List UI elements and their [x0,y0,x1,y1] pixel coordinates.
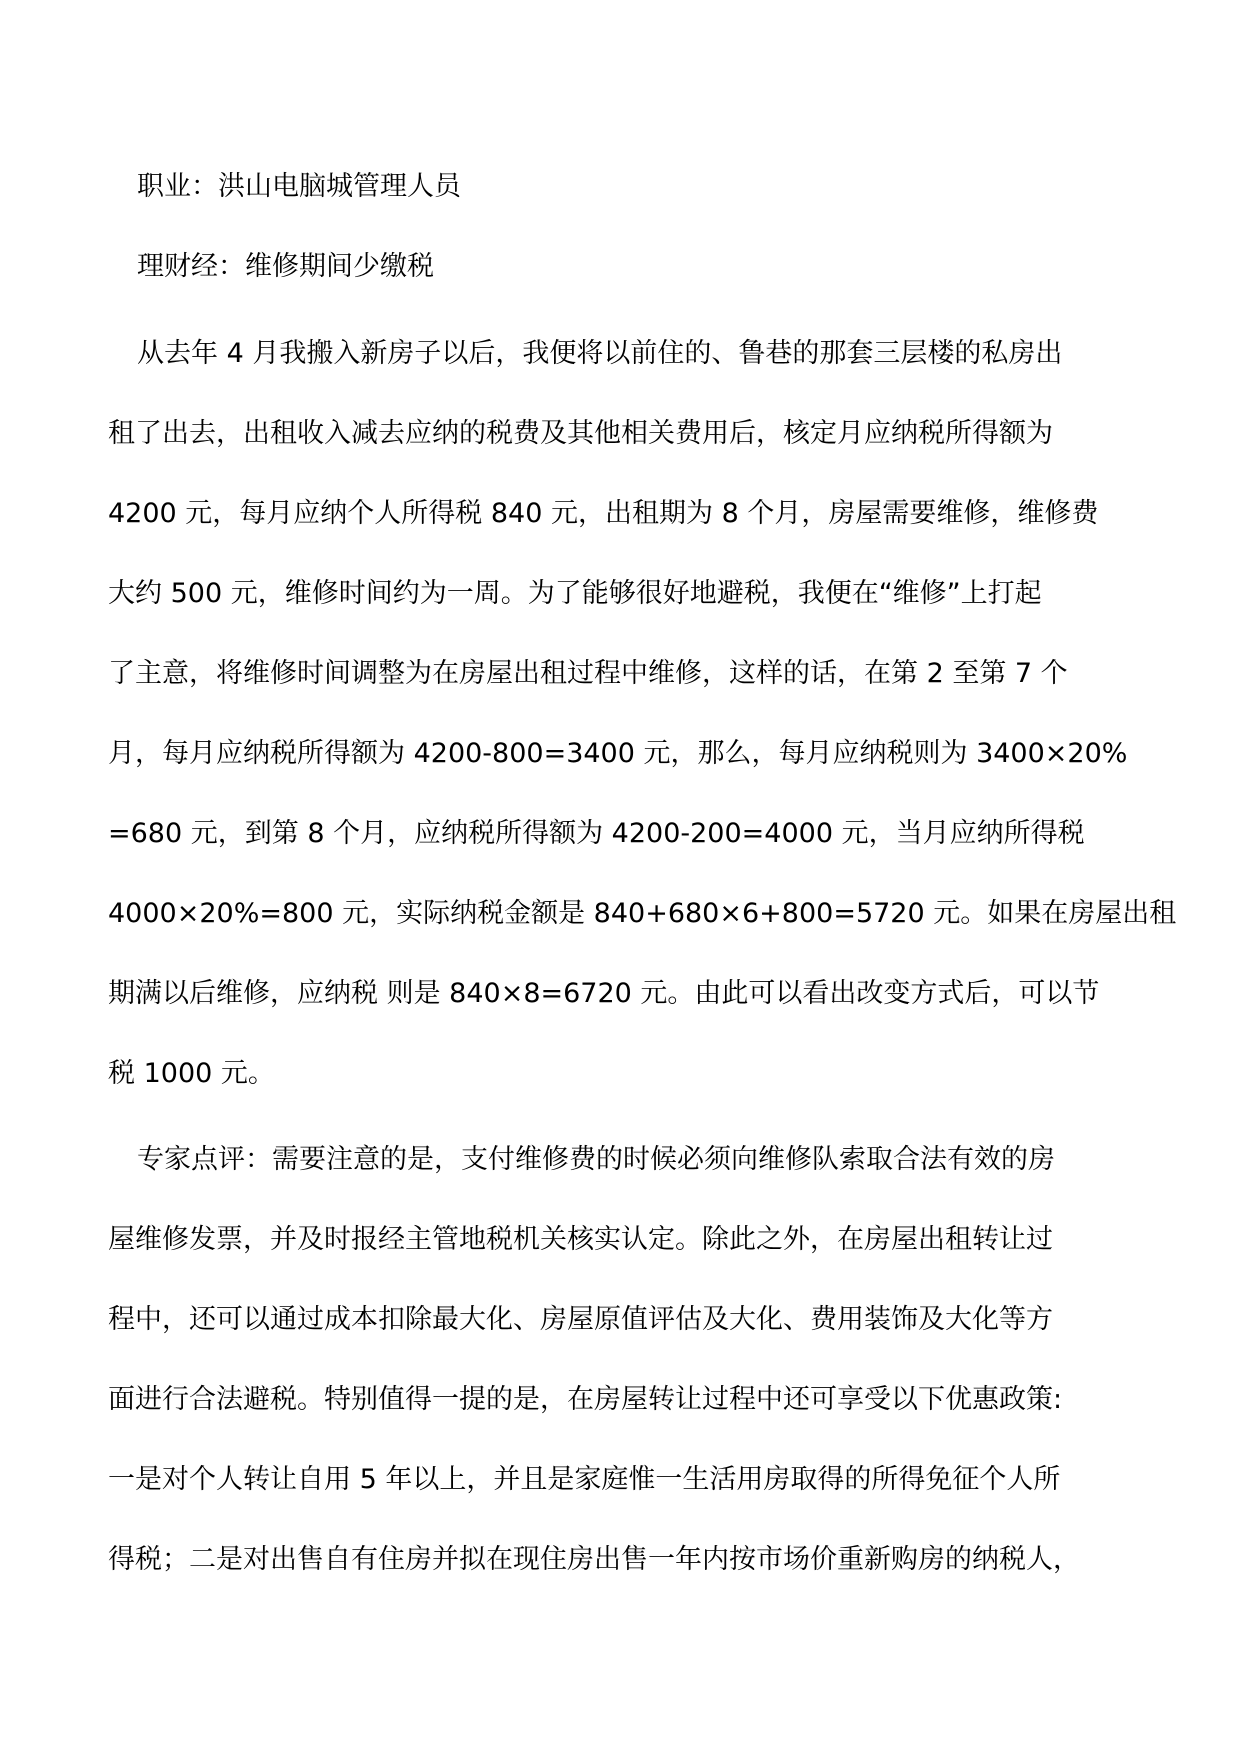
paragraph-1-line-10: 税 1000 元。 [108,1058,275,1089]
paragraph-2-line-3: 程中，还可以通过成本扣除最大化、房屋原值评估及大化、费用装饰及大化等方 [108,1304,1053,1335]
paragraph-1-line-5: 了主意，将维修时间调整为在房屋出租过程中维修，这样的话，在第 2 至第 7 个 [108,658,1068,689]
paragraph-1-line-1: 从去年 4 月我搬入新房子以后，我便将以前住的、鲁巷的那套三层楼的私房出 [137,338,1063,369]
paragraph-1-line-3: 4200 元，每月应纳个人所得税 840 元，出租期为 8 个月，房屋需要维修，维修费 [108,498,1099,529]
paragraph-1-line-6: 月，每月应纳税所得额为 4200-800=3400 元，那么，每月应纳税则为 3400×20% [108,738,1128,769]
paragraph-2-line-2: 屋维修发票，并及时报经主管地税机关核实认定。除此之外，在房屋出租转让过 [108,1224,1053,1255]
paragraph-1-line-4: 大约 500 元，维修时间约为一周。为了能够很好地避税，我便在“维修”上打起 [108,578,1042,609]
paragraph-1-line-8: 4000×20%=800 元，实际纳税金额是 840+680×6+800=5720 元。如果在房屋出租 [108,898,1177,929]
paragraph-2-line-4: 面进行合法避税。特别值得一提的是，在房屋转让过程中还可享受以下优惠政策: [108,1384,1063,1415]
paragraph-2-line-5: 一是对个人转让自用 5 年以上，并且是家庭惟一生活用房取得的所得免征个人所 [108,1464,1061,1495]
paragraph-1-line-9: 期满以后维修，应纳税 则是 840×8=6720 元。由此可以看出改变方式后，可以节 [108,978,1100,1009]
heading-line: 理财经：维修期间少缴税 [137,251,434,282]
paragraph-2-line-6: 得税；二是对出售自有住房并拟在现住房出售一年内按市场价重新购房的纳税人， [108,1544,1080,1575]
paragraph-1-line-7: =680 元，到第 8 个月，应纳税所得额为 4200-200=4000 元，当月应纳所得税 [108,818,1085,849]
paragraph-1-line-2: 租了出去，出租收入减去应纳的税费及其他相关费用后，核定月应纳税所得额为 [108,418,1053,449]
paragraph-2-line-1: 专家点评：需要注意的是，支付维修费的时候必须向维修队索取合法有效的房 [137,1144,1055,1175]
occupation-line: 职业：洪山电脑城管理人员 [137,171,461,202]
